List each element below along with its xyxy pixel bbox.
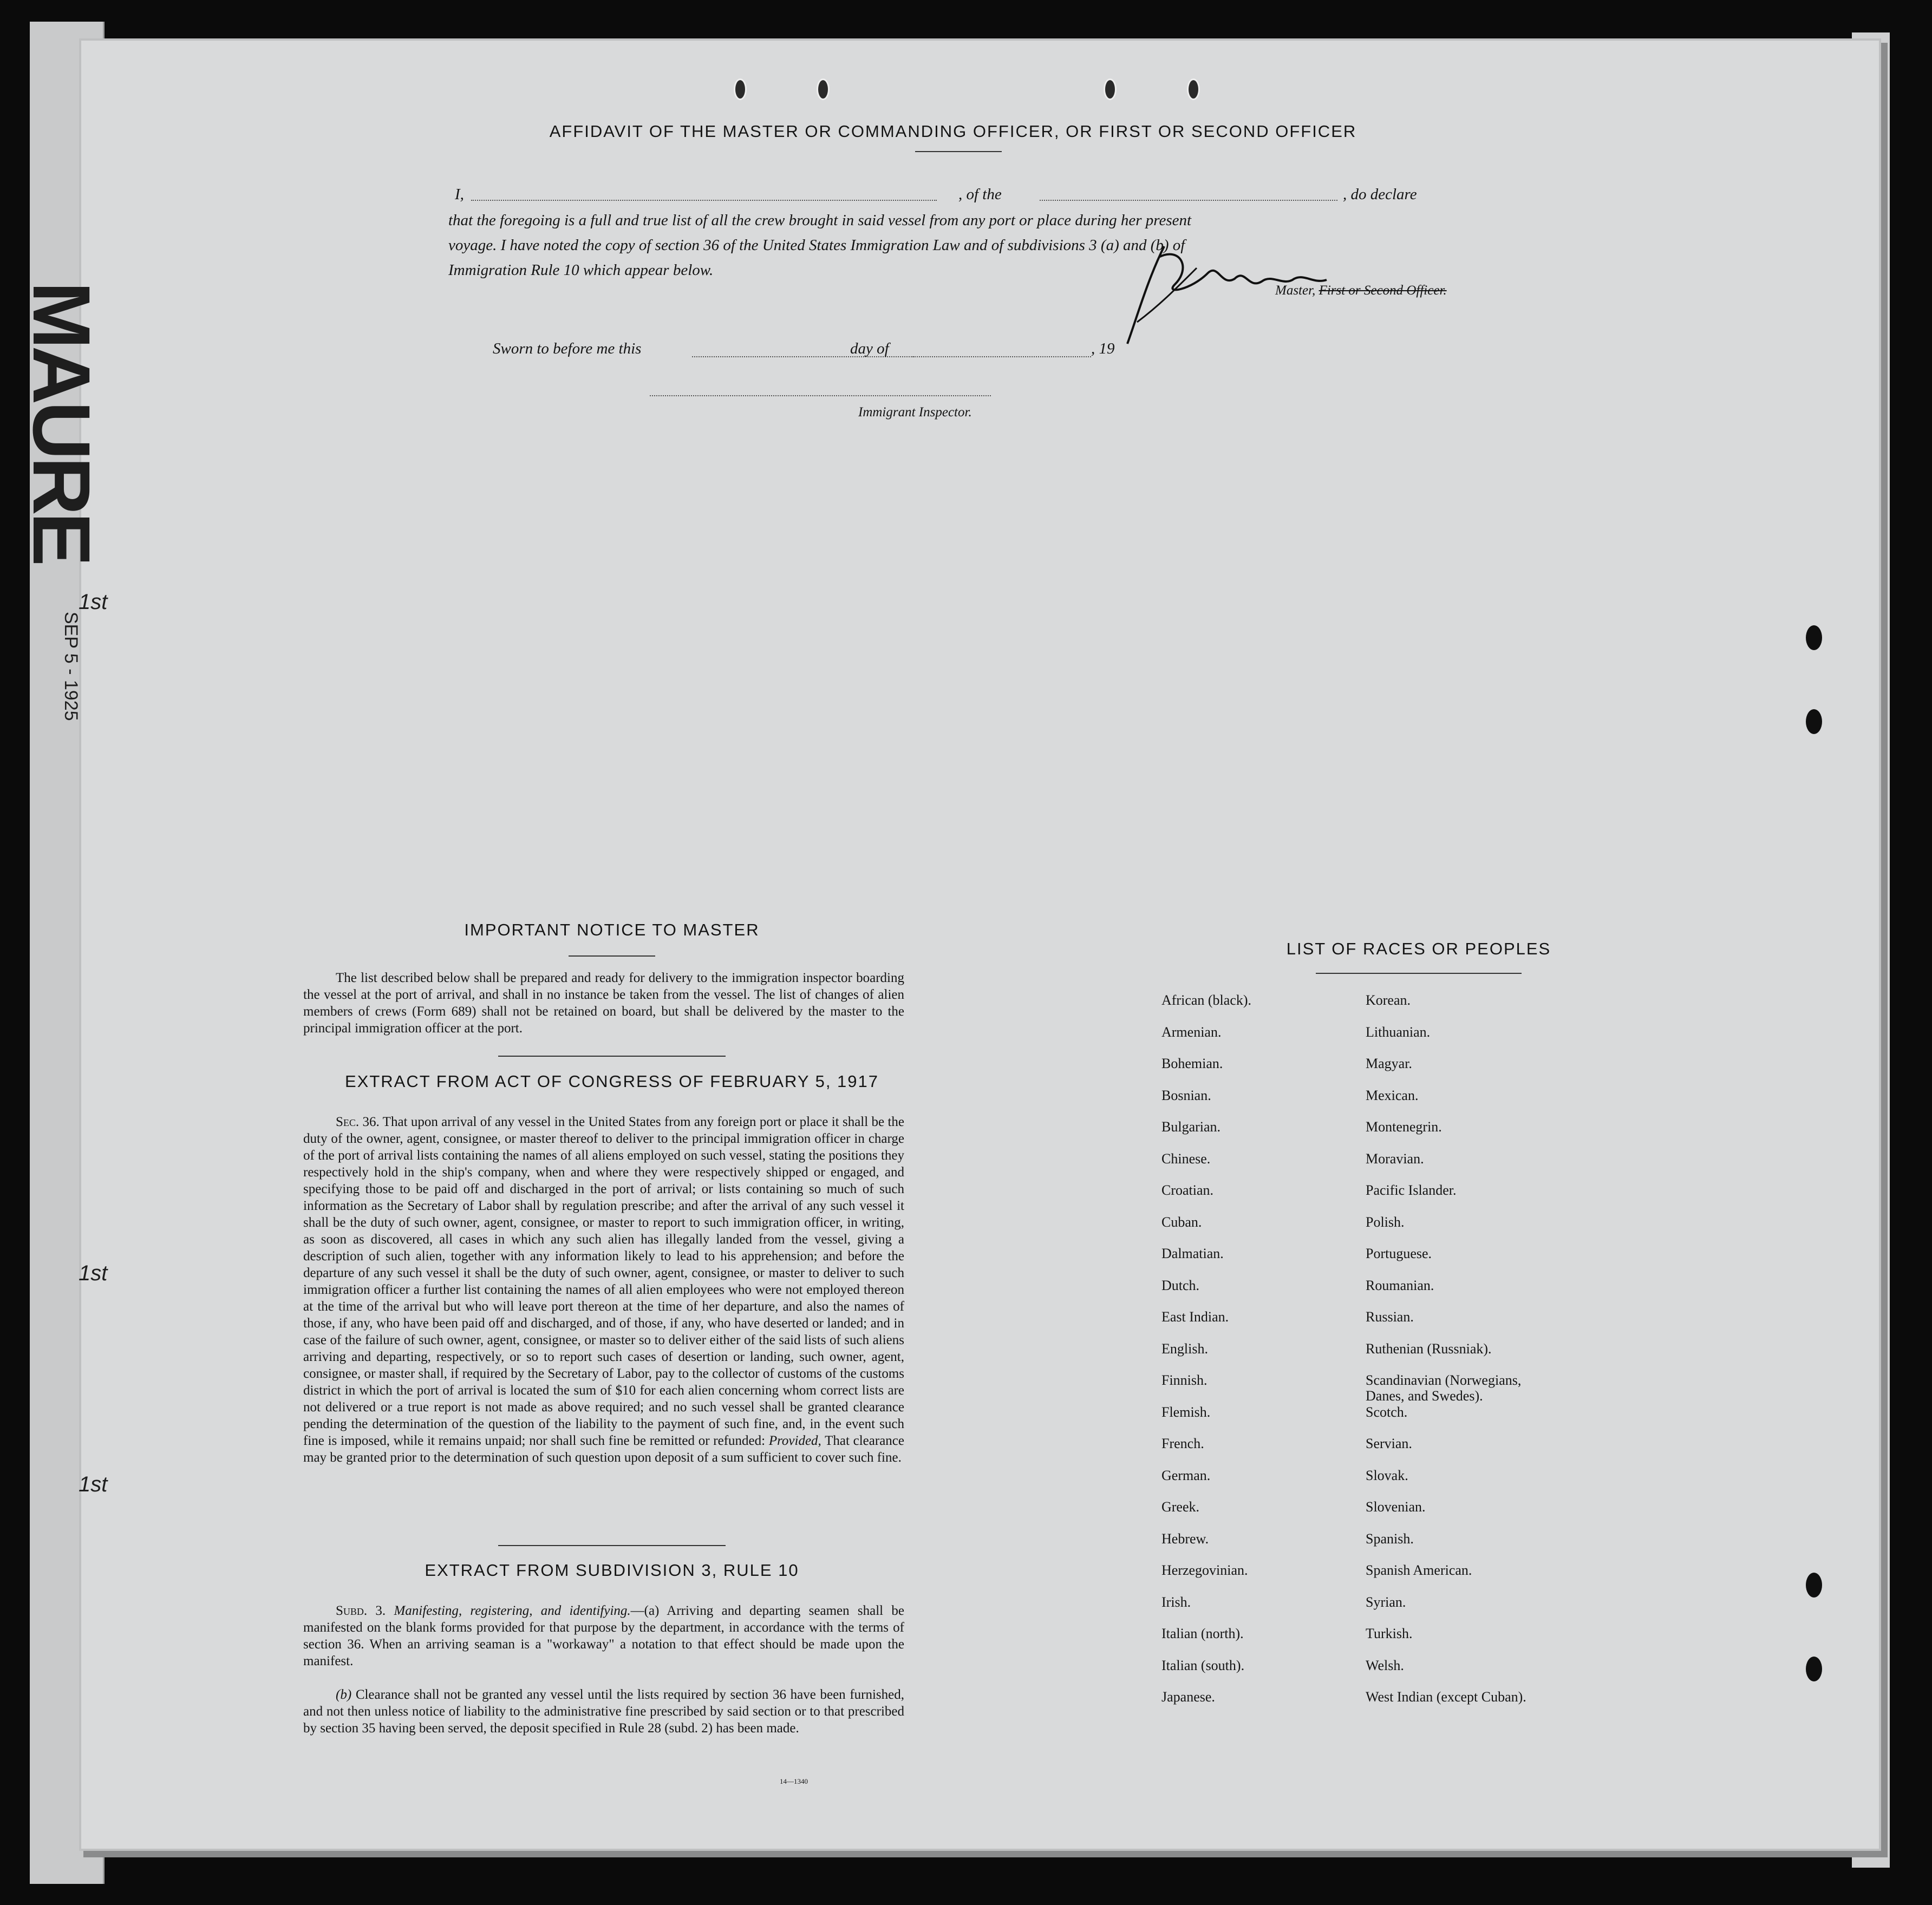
race-item: Spanish. [1366,1530,1414,1547]
rule-subd-title: Manifesting, registering, and identifying. [394,1603,631,1618]
binder-hole [1806,1657,1822,1681]
race-item: Bosnian. [1161,1087,1211,1103]
race-item: German. [1161,1467,1211,1483]
rule-part-a [303,1602,904,1670]
race-item: Portuguese. [1366,1246,1432,1261]
affidavit-line-4: Immigration Rule 10 which appear below. [448,261,714,279]
race-item: Moravian. [1366,1150,1424,1167]
race-item: Pacific Islander. [1366,1182,1457,1198]
act-heading: EXTRACT FROM ACT OF CONGRESS OF FEBRUARY 5, 1917 [344,1072,879,1091]
race-item: Servian. [1366,1436,1412,1451]
race-item: Croatian. [1161,1182,1214,1198]
affidavit-of-the: , of the [958,186,1002,203]
form-number: 14—1340 [780,1777,808,1785]
inspector-label: Immigrant Inspector. [858,405,972,420]
margin-mark: 1st [79,1472,108,1496]
day-of-label: day of [850,340,889,357]
race-item: Spanish American. [1366,1562,1472,1578]
race-item: Syrian. [1366,1594,1406,1610]
affidavit-line-3: voyage. I have noted the copy of section 36 of the United States Immigration Law and of subdivisions 3 (a) and (b) of [448,237,1185,254]
race-item: Greek. [1161,1499,1200,1515]
punch-hole [817,78,830,100]
races-heading: LIST OF RACES OR PEOPLES [1286,939,1551,958]
rule-part-b [303,1686,904,1737]
race-item: Scotch. [1366,1404,1408,1420]
sworn-label: Sworn to before me this [493,340,642,357]
act-provided-text: That clearance may be granted prior to the determination of such question upon deposit of a sum sufficient to cover such fine. [303,1433,904,1465]
race-item: English. [1161,1340,1208,1357]
name-line [471,200,937,201]
affidavit-i: I, [455,186,464,203]
margin-mark: 1st [79,590,108,614]
rule-part-a-label: —(a) [630,1603,660,1618]
act-provided-label: Provided, [768,1433,821,1448]
punch-hole [1187,78,1200,100]
binder-hole [1806,709,1822,734]
master-word: Master, [1275,283,1316,298]
race-item: Korean. [1366,992,1411,1008]
act-sec-label: Sec. 36. [336,1115,380,1129]
race-item: Finnish. [1161,1372,1208,1388]
race-item: African (black). [1161,992,1252,1008]
race-item: Irish. [1161,1594,1191,1610]
race-item: Italian (south). [1161,1657,1245,1673]
binder-hole [1806,1573,1822,1598]
divider [498,1056,726,1057]
document-page [81,41,1879,1849]
race-item: Dutch. [1161,1277,1200,1293]
margin-mark: 1st [79,1261,108,1285]
race-item: Herzegovinian. [1161,1562,1248,1578]
year-label: , 19 [1091,340,1115,357]
race-item: Russian. [1366,1309,1414,1325]
race-item: Lithuanian. [1366,1024,1431,1040]
race-item: Italian (north). [1161,1626,1244,1641]
race-item: Turkish. [1366,1626,1413,1641]
race-item: Montenegrin. [1366,1119,1442,1135]
notice-text: The list described below shall be prepared and ready for delivery to the immigration inspector boarding the vessel at the port of arrival, and shall in no instance be taken from the vessel. The list of changes of alien members of crews (Form 689) shall not be retained on board, but shall be delivered by the master to the principal immigration officer at the port. [303,971,904,1036]
race-item: Japanese. [1161,1689,1215,1705]
margin-stamp-date: SEP 5 - 1925 [61,612,81,721]
act-text [303,1114,904,1466]
race-item: Polish. [1366,1214,1405,1230]
race-item: Ruthenian (Russniak). [1366,1340,1492,1357]
divider [498,1545,726,1546]
race-item: Armenian. [1161,1024,1222,1040]
vessel-line [1040,200,1337,201]
margin-stamp-word: MAURE [16,282,107,563]
rule-part-b-text: Clearance shall not be granted any vessel until the lists required by section 36 have been furnished, and not then unless notice of liability to the administrative fine prescribed by said section or to that prescribed by section 35 having been served, the deposit specified in Rule 28 (subd. 2) has been made. [303,1687,904,1736]
race-item: Roumanian. [1366,1277,1434,1293]
inspector-line [650,395,991,396]
race-item: Slovenian. [1366,1499,1426,1515]
affidavit-do-declare: , do declare [1343,186,1417,203]
race-item: Chinese. [1161,1150,1211,1167]
race-item: West Indian (except Cuban). [1366,1689,1526,1705]
race-item: Dalmatian. [1161,1246,1224,1261]
race-item: Bulgarian. [1161,1119,1221,1135]
race-item: French. [1161,1436,1204,1451]
race-item: Cuban. [1161,1214,1202,1230]
race-item: East Indian. [1161,1309,1229,1325]
race-item: Flemish. [1161,1404,1211,1420]
race-item: Bohemian. [1161,1056,1223,1071]
rule-part-a-text: Arriving and departing seamen shall be manifested on the blank forms provided for that purpose by the department, in accordance with the terms of section 36. When an arriving seaman is a "workaway" a notation to that effect should be made upon the manifest. [303,1603,904,1668]
race-item: Magyar. [1366,1056,1412,1071]
punch-hole [734,78,747,100]
rule-subd-label: Subd. 3. [336,1603,386,1618]
punch-hole [1104,78,1117,100]
race-item: Hebrew. [1161,1530,1209,1547]
race-item: Slovak. [1366,1467,1408,1483]
month-line [912,356,1091,357]
master-struck-text: First or Second Officer. [1319,283,1447,298]
master-label [1275,283,1447,298]
divider [1316,973,1522,974]
rule-heading: EXTRACT FROM SUBDIVISION 3, RULE 10 [425,1561,799,1580]
race-item: Scandinavian (Norwegians, Danes, and Swedes). [1366,1372,1522,1404]
divider [569,955,655,957]
binder-hole [1806,625,1822,650]
race-item: Welsh. [1366,1657,1404,1673]
act-body: That upon arrival of any vessel in the United States from any foreign port or place it shall be the duty of the owner, agent, consignee, or master thereof to deliver to the principal immigration officer in charge of the port of arrival lists containing the names of all aliens employed on such vessel, stating the positions they respectively hold in the ship's company, when and where they were respectively shipped or engaged, and specifying those to be paid off and discharged in the port of arrival; or lists containing so much of such information as the Secretary of Labor shall by regulation prescribe; and after the arrival of any such vessel it shall be the duty of such owner, agent, consignee, or master to report to such immigration officer, in writing, as soon as discovered, all cases in which any such alien has illegally landed from the vessel, giving a description of such alien, together with any information likely to lead to his apprehension; and before the departure of any such vessel it shall be the duty of such owner, agent, consignee, or master to deliver to such immigration officer a further list containing the names of all alien employees who were not employed thereon at the time of the arrival but who will leave port thereon at the time of her departure, and also the names of those, if any, who have been paid off and discharged, and of those, if any, who have deserted or landed; and in case of the failure of such owner, agent, consignee, or master so to deliver either of the said lists of such aliens arriving and departing, respectively, or so to report such cases of desertion or landing, such owner, agent, consignee, or master shall, if required by the Secretary of Labor, pay to the collector of customs of the customs district in which the port of arrival is located the sum of $10 for each alien concerning whom correct lists are not delivered or a true report is not made as above required; and no such vessel shall be granted clearance pending the determination of the question of the liability to the payment of such fine, and, in the event such fine is imposed, while it remains unpaid; nor shall such fine be remitted or refunded: [303,1115,905,1448]
affidavit-line-2: that the foregoing is a full and true list of all the crew brought in said vessel from any port or place during her present [448,212,1192,229]
notice-heading: IMPORTANT NOTICE TO MASTER [464,920,760,939]
divider [915,151,1002,152]
affidavit-heading: AFFIDAVIT OF THE MASTER OR COMMANDING OFFICER, OR FIRST OR SECOND OFFICER [549,122,1357,141]
race-item: Mexican. [1366,1087,1419,1103]
rule-part-b-label: (b) [336,1687,352,1702]
